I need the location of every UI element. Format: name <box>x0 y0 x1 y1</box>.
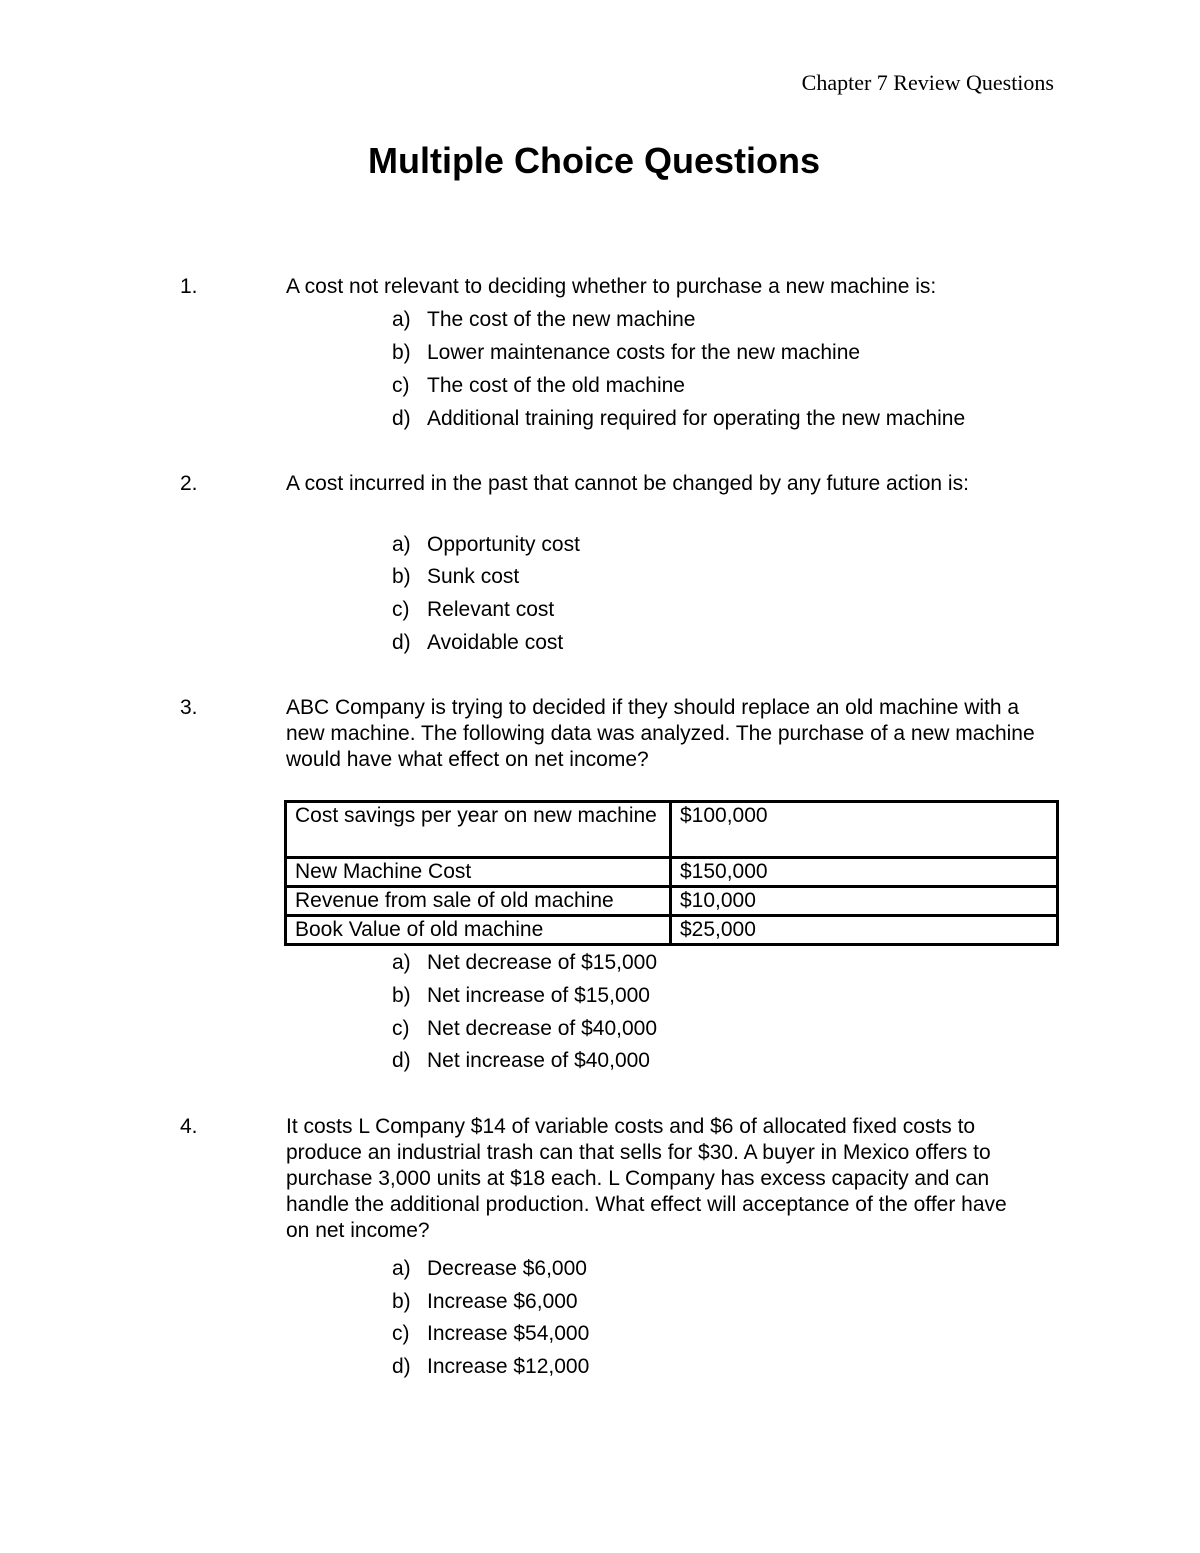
option-letter: d) <box>392 1049 411 1072</box>
option-letter: a) <box>392 308 411 331</box>
option-text: The cost of the new machine <box>427 308 696 331</box>
table-cell-value: $100,000 <box>671 802 1058 858</box>
question-3-option-a <box>392 950 657 976</box>
question-4-option-d <box>392 1354 589 1380</box>
question-1-option-d <box>392 406 965 432</box>
option-text: Decrease $6,000 <box>427 1257 587 1280</box>
data-table <box>284 800 1059 946</box>
question-1-option-a <box>392 307 695 333</box>
option-text: Relevant cost <box>427 598 555 621</box>
option-letter: c) <box>392 374 410 397</box>
table-cell-label: Book Value of old machine <box>286 916 671 945</box>
option-text: Opportunity cost <box>427 533 580 556</box>
option-letter: a) <box>392 951 411 974</box>
table-row <box>286 916 1058 945</box>
option-letter: a) <box>392 533 411 556</box>
option-letter: c) <box>392 598 410 621</box>
option-text: Increase $6,000 <box>427 1290 578 1313</box>
question-3-option-d <box>392 1048 650 1074</box>
option-text: Net decrease of $15,000 <box>427 951 657 974</box>
question-1-option-c <box>392 373 685 399</box>
question-text: A cost incurred in the past that cannot be changed by any future action is: <box>286 472 969 495</box>
question-3-option-c <box>392 1016 657 1042</box>
option-letter: c) <box>392 1017 410 1040</box>
table-cell-label: New Machine Cost <box>286 858 671 887</box>
option-text: Net increase of $15,000 <box>427 984 650 1007</box>
table-row <box>286 858 1058 887</box>
question-text: It costs L Company $14 of variable costs and $6 of allocated fixed costs to produce an industrial trash can that sells for $30. A buyer in Mexico offers to purchase 3,000 units at $18 each. L Company has excess capacity and can handle the additional production. What effect will acceptance of the offer have on net income? <box>286 1115 1007 1242</box>
question-3-option-b <box>392 983 650 1009</box>
option-letter: a) <box>392 1257 411 1280</box>
table-cell-value: $10,000 <box>671 887 1058 916</box>
option-letter: d) <box>392 407 411 430</box>
option-text: Additional training required for operating the new machine <box>427 407 966 430</box>
option-letter: c) <box>392 1322 410 1345</box>
table-row <box>286 887 1058 916</box>
option-text: Increase $54,000 <box>427 1322 590 1345</box>
option-text: Avoidable cost <box>427 631 564 654</box>
option-text: The cost of the old machine <box>427 374 685 397</box>
question-number: 4. <box>180 1115 198 1138</box>
table-cell-value: $25,000 <box>671 916 1058 945</box>
option-letter: b) <box>392 341 411 364</box>
option-letter: d) <box>392 1355 411 1378</box>
option-text: Sunk cost <box>427 565 520 588</box>
page-title: Multiple Choice Questions <box>367 140 821 181</box>
option-letter: b) <box>392 984 411 1007</box>
option-letter: b) <box>392 1290 411 1313</box>
table-cell-label: Revenue from sale of old machine <box>286 887 671 916</box>
question-number: 3. <box>180 696 198 719</box>
question-2-option-a <box>392 532 580 558</box>
question-text: ABC Company is trying to decided if they should replace an old machine with a new machine. The following data was analyzed. The purchase of a new machine would have what effect on net income? <box>286 696 1035 771</box>
option-letter: b) <box>392 565 411 588</box>
question-number: 2. <box>180 472 198 495</box>
question-1-option-b <box>392 340 860 366</box>
option-text: Net increase of $40,000 <box>427 1049 650 1072</box>
option-letter: d) <box>392 631 411 654</box>
page-header: Chapter 7 Review Questions <box>801 70 1054 95</box>
question-text: A cost not relevant to deciding whether to purchase a new machine is: <box>286 275 937 298</box>
question-number: 1. <box>180 275 198 298</box>
question-2-option-b <box>392 564 519 590</box>
option-text: Increase $12,000 <box>427 1355 590 1378</box>
option-text: Lower maintenance costs for the new machine <box>427 341 861 364</box>
table-cell-label: Cost savings per year on new machine <box>286 802 671 858</box>
question-2-option-c <box>392 597 554 623</box>
table-row <box>286 802 1058 858</box>
question-4-option-a <box>392 1256 587 1282</box>
option-text: Net decrease of $40,000 <box>427 1017 657 1040</box>
question-4-option-c <box>392 1321 589 1347</box>
question-4-option-b <box>392 1289 578 1315</box>
table-cell-value: $150,000 <box>671 858 1058 887</box>
question-2-option-d <box>392 630 563 656</box>
